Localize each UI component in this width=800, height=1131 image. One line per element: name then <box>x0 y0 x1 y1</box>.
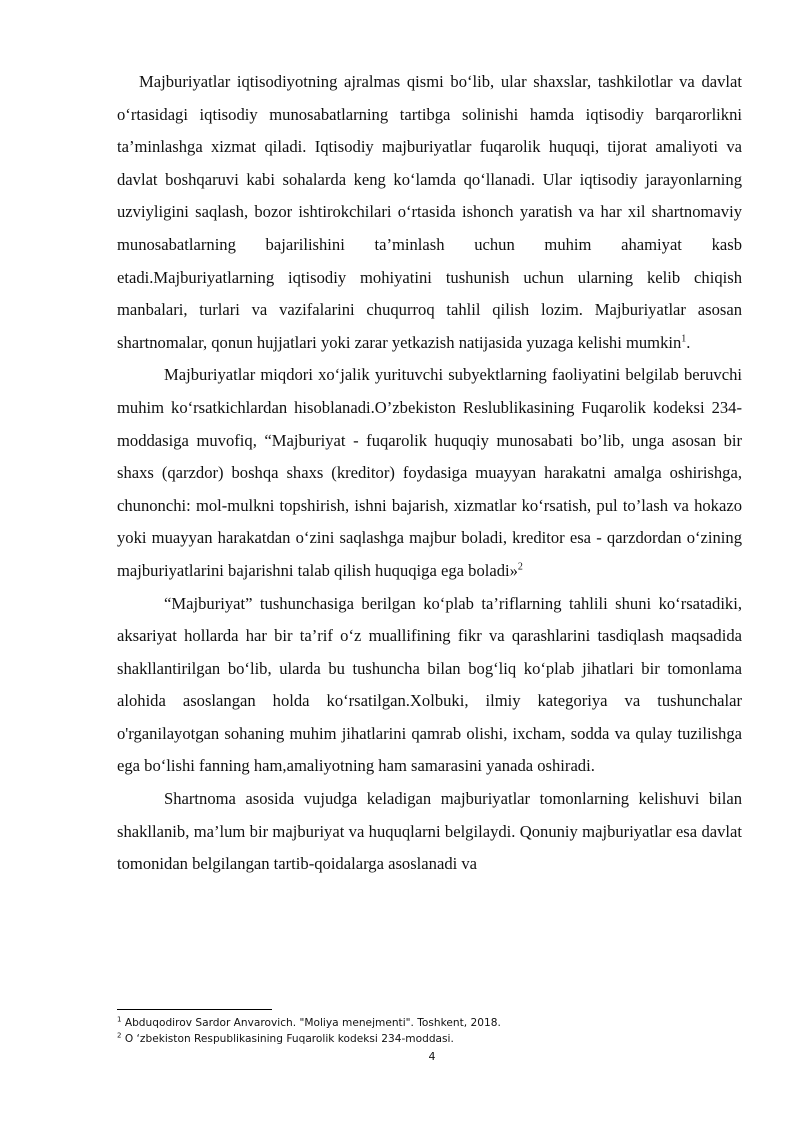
page-number: 4 <box>428 1050 436 1063</box>
footnote-1-text: Abduqodirov Sardor Anvarovich. "Moliya menejmenti". Toshkent, 2018. <box>121 1017 501 1029</box>
paragraph-1-tail: . <box>686 332 691 352</box>
footnote-2-text: O ‘zbekiston Respublikasining Fuqarolik kodeksi 234-moddasi. <box>121 1033 454 1045</box>
paragraph-1-text: Majburiyatlar iqtisodiyotning ajralmas qismi bo‘lib, ular shaxslar, tashkilotlar va davlat o‘rtasidagi iqtisodiy munosabatlarning tartibga solinishi hamda iqtisodiy barqarorlikni ta’minlashga xizmat qiladi. Iqtisodiy majburiyatlar fuqarolik huquqi, tijorat amaliyoti va davlat boshqaruvi kabi sohalarda keng ko‘lamda qo‘llanadi. Ular iqtisodiy jarayonlarning uzviyligini saqlash, bozor ishtirokchilari o‘rtasida ishonch yaratish va har xil shartnomaviy munosabatlarning bajarilishini ta’minlash uchun muhim ahamiyat kasb etadi.Majburiyatlarning iqtisodiy mohiyatini tushunish uchun ularning kelib chiqish manbalari, turlari va vazifalarini chuqurroq tahlil qilish lozim. Majburiyatlar asosan shartnomalar, qonun hujjatlari yoki zarar yetkazish natijasida yuzaga kelishi mumkin <box>117 72 742 352</box>
footnote-1 <box>117 1015 742 1031</box>
paragraph-3 <box>117 588 742 784</box>
paragraph-4-text: Shartnoma asosida vujudga keladigan majburiyatlar tomonlarning kelishuvi bilan shakllanib, ma’lum bir majburiyat va huquqlarni belgilaydi. Qonuniy majburiyatlar esa davlat tomonidan belgilangan tartib-qoidalarga asoslanadi va <box>117 789 742 874</box>
body-text <box>117 66 742 881</box>
paragraph-4 <box>117 783 742 881</box>
footnotes <box>117 1015 742 1047</box>
footnote-mark-1: 1 <box>117 1015 122 1024</box>
footnote-mark-2: 2 <box>117 1031 122 1040</box>
footnote-separator <box>117 1009 272 1010</box>
paragraph-2-text: Majburiyatlar miqdori xo‘jalik yurituvchi subyektlarning faoliyatini belgilab beruvchi muhim ko‘rsatkichlardan hisoblanadi.O’zbekiston Reslublikasining Fuqarolik kodeksi 234-moddasiga muvofiq, “Majburiyat - fuqarolik huquqiy munosabati bo’lib, unga asosan bir shaxs (qarzdor) boshqa shaxs (kreditor) foydasiga muayyan harakatni amalga oshirishga, chunonchi: mol-mulkni topshirish, ishni bajarish, xizmatlar ko‘rsatish, pul to’lash va hokazo yoki muayyan harakatdan o‘zini saqlashga majbur boladi, kreditor esa - qarzdordan o‘zining majburiyatlarini bajarishni talab qilish huquqiga ega boladi» <box>117 365 742 580</box>
footnote-ref-1[interactable]: 1 <box>681 333 687 345</box>
paragraph-1 <box>117 66 742 359</box>
paragraph-3-text: “Majburiyat” tushunchasiga berilgan ko‘plab ta’riflarning tahlili shuni ko‘rsatadiki, aksariyat hollarda har bir ta’rif o‘z muallifining fikr va qarashlarini tasdiqlash maqsadida shakllantirilgan bo‘lib, ularda bu tushuncha bilan bog‘liq ko‘plab jihatlari bir tomonlama alohida asoslangan holda ko‘rsatilgan.Xolbuki, ilmiy kategoriya va tushunchalar o'rganilayotgan sohaning muhim jihatlarini qamrab olishi, ixcham, sodda va qulay tuzilishga ega bo‘lishi fanning ham,amaliyotning ham samarasini yanada oshiradi. <box>117 593 742 776</box>
footnote-2 <box>117 1031 742 1047</box>
paragraph-2 <box>117 359 742 587</box>
footnote-ref-2[interactable]: 2 <box>517 561 523 573</box>
